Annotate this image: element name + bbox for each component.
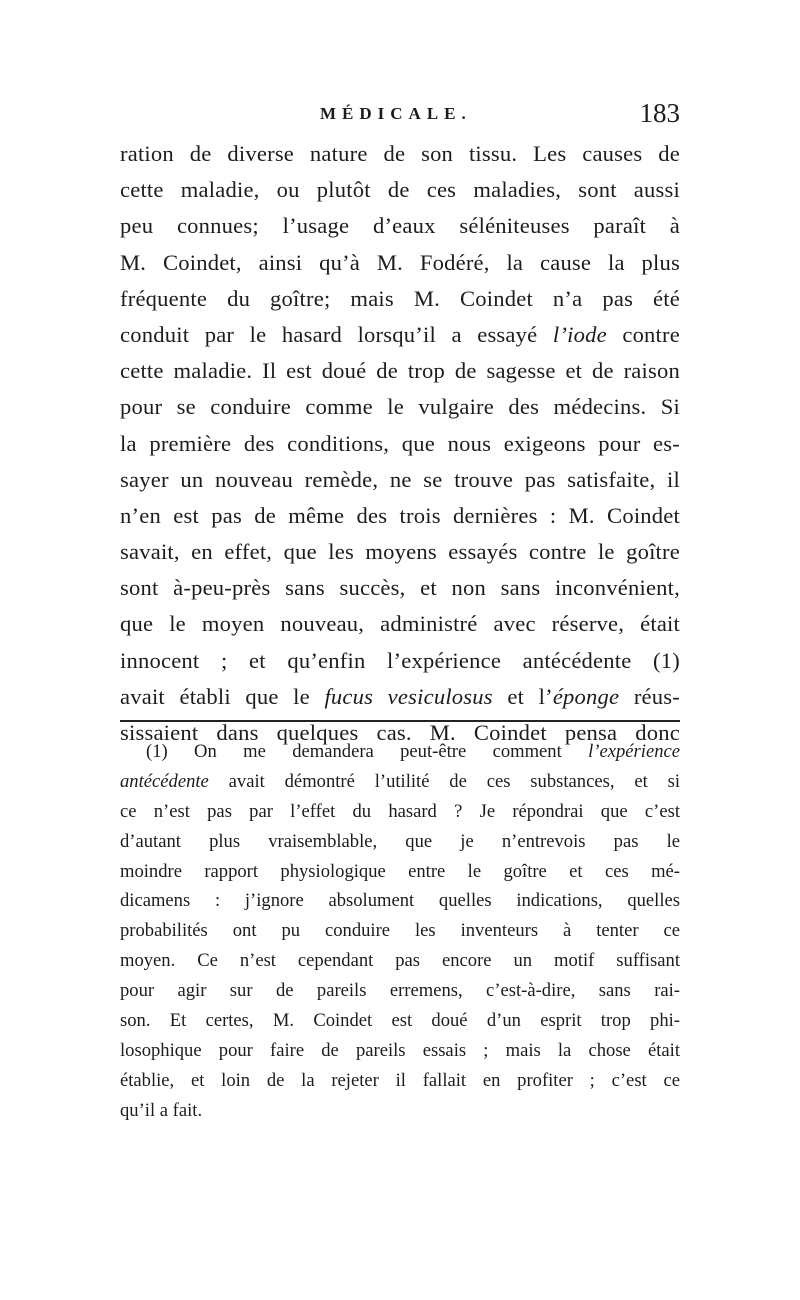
italic-term: l’iode [552, 321, 607, 347]
text-line: la première des conditions, que nous exigeons pour es- [120, 430, 680, 456]
footnote-line: dicamens : j’ignore absolument quelles indications, quelles [120, 890, 680, 912]
text-segment: contre [606, 321, 680, 347]
italic-term: l’expérience [588, 741, 680, 762]
text-line: cette maladie, ou plutôt de ces maladies, sont aussi [120, 177, 680, 203]
text-line: innocent ; et qu’enfin l’expérience antécédente (1) [120, 647, 680, 673]
text-segment: avait démontré l’utilité de ces substances, et si [208, 770, 680, 792]
text-line [120, 317, 680, 353]
running-head: MÉDICALE. [320, 104, 472, 123]
text-line [120, 679, 680, 715]
text-line: M. Coindet, ainsi qu’à M. Fodéré, la cause la plus [120, 249, 680, 275]
footnote-line: moyen. Ce n’est cependant pas encore un motif suffisant [120, 950, 680, 972]
text-line: fréquente du goître; mais M. Coindet n’a pas été [120, 285, 680, 311]
page-header [120, 100, 680, 136]
footnote-line: probabilités ont pu conduire les inventeurs à tenter ce [120, 920, 680, 942]
footnote-line [120, 737, 680, 767]
text-line: cette maladie. Il est doué de trop de sagesse et de raison [120, 358, 680, 384]
footnote-line: établie, et loin de la rejeter il fallait en profiter ; c’est ce [120, 1069, 680, 1091]
footnote-line: qu’il a fait. [120, 1099, 203, 1121]
footnote-line: son. Et certes, M. Coindet est doué d’un esprit trop phi- [120, 1010, 680, 1032]
footnote-line: losophique pour faire de pareils essais ; mais la chose était [120, 1039, 680, 1061]
footnote [120, 737, 680, 1126]
text-line: ration de diverse nature de son tissu. Les causes de [120, 141, 680, 166]
italic-term: fucus vesiculosus [324, 683, 493, 709]
text-line: pour se conduire comme le vulgaire des médecins. Si [120, 394, 680, 420]
footnote-line: pour agir sur de pareils erremens, c’est-à-dire, sans rai- [120, 980, 680, 1002]
text-segment: et l’ [492, 683, 553, 709]
footnote-divider [120, 720, 680, 722]
text-segment: (1) On me demandera peut-être comment [146, 741, 589, 762]
page-number: 183 [639, 98, 680, 128]
footnote-line [120, 767, 680, 797]
text-line: sissaient dans quelques cas. M. Coindet pensa donc [120, 720, 680, 745]
italic-term: antécédente [120, 770, 209, 792]
text-line: sont à-peu-près sans succès, et non sans inconvénient, [120, 575, 680, 601]
italic-term: éponge [552, 683, 620, 709]
footnote-line: ce n’est pas par l’effet du hasard ? Je répondrai que c’est [120, 800, 680, 822]
main-text [120, 136, 680, 751]
footnote-line: moindre rapport physiologique entre le goître et ces mé- [120, 860, 680, 882]
text-segment: avait établi que le [120, 683, 325, 709]
footnote-line: d’autant plus vraisemblable, que je n’entrevois pas le [120, 830, 680, 852]
text-line: savait, en effet, que les moyens essayés contre le goître [120, 539, 680, 565]
text-line: peu connues; l’usage d’eaux séléniteuses paraît à [120, 213, 680, 239]
text-line: sayer un nouveau remède, ne se trouve pas satisfaite, il [120, 466, 680, 492]
text-segment: réus- [619, 683, 680, 709]
text-segment: conduit par le hasard lorsqu’il a essayé [120, 321, 553, 347]
text-line: n’en est pas de même des trois dernières : M. Coindet [120, 502, 680, 528]
text-line: que le moyen nouveau, administré avec réserve, était [120, 611, 680, 637]
